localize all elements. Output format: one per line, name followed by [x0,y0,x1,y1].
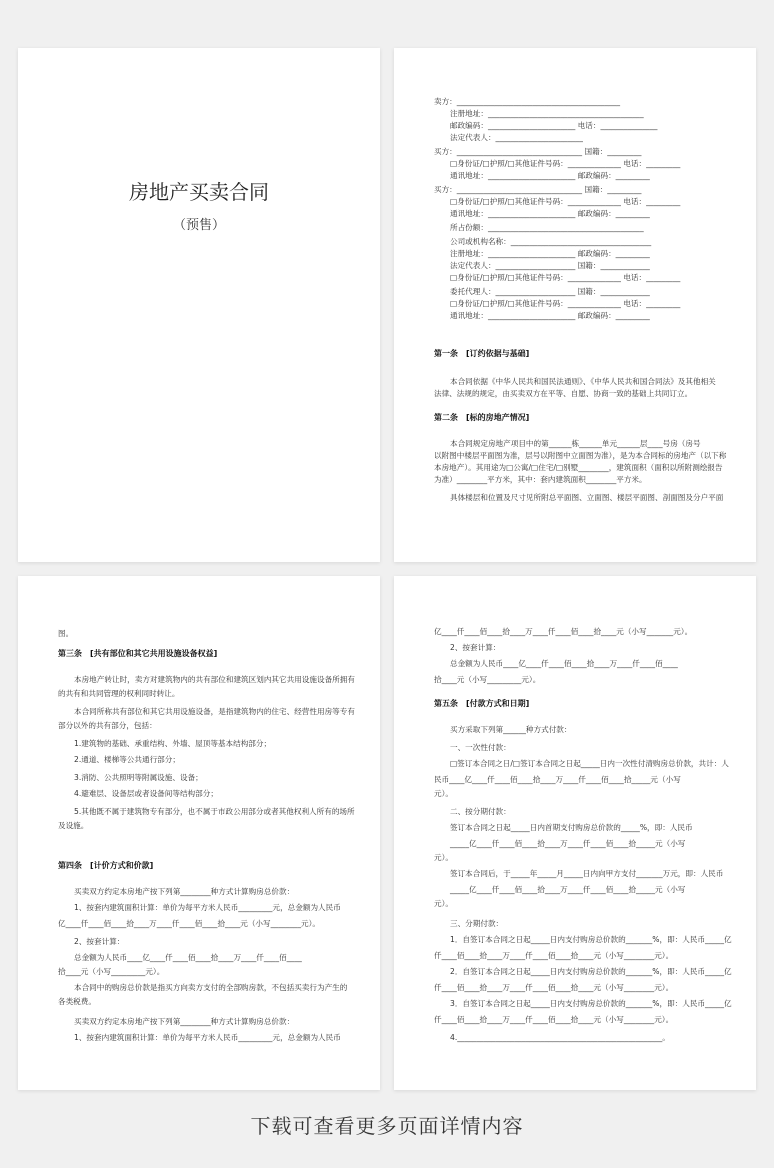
contract-line: 仟____佰____拾____万____仟____佰____拾____元（小写________元）。 [434,983,674,992]
contract-line: □身份证/□护照/□其他证件号码：______________ 电话：_________ [450,299,681,308]
contract-line: 本合同依据《中华人民共和国民法通则》、《中华人民共和国合同法》及其他相关 [450,377,716,386]
contract-line: □身份证/□护照/□其他证件号码：______________ 电话：_________ [450,197,681,206]
contract-line: 一、一次性付款： [450,743,511,752]
contract-line: 注册地址：_________________________________________ [450,109,644,118]
contract-line: 签订本合同之日起_____日内首期支付购房总价款的_____%，即：人民币 [450,823,693,832]
contract-line: 元）。 [434,899,453,908]
contract-line: 拾____元（小写_________元）。 [58,967,165,976]
contract-line: 邮政编码：_______________________ 电话：_______________ [450,121,658,130]
contract-line: 仟____佰____拾____万____仟____佰____拾____元（小写________元）。 [434,951,674,960]
section-heading: 第一条 [订约依据与基础] [434,349,530,358]
contract-line: 拾____元（小写_________元）。 [434,675,541,684]
section-heading: 第四条 [计价方式和价款] [58,861,154,870]
contract-line: 4.避难层、设备层或者设备间等结构部分； [74,789,218,798]
contract-line: 为准）________平方米，其中：套内建筑面积________平方米。 [434,475,647,484]
contract-line: 3.消防、公共照明等附属设施、设备； [74,773,203,782]
contract-line: 2、按套计算： [74,937,125,946]
contract-line: 买方采取下列第______种方式付款： [450,725,572,734]
contract-line: 1、按套内建筑面积计算：单价为每平方米人民币_________元，总金额为人民币 [74,1033,341,1042]
contract-line: 所占份额：_________________________________________ [450,223,644,232]
contract-line: 本合同规定房地产项目中的第______栋______单元______层____号房（房号 [450,439,701,448]
contract-line: 总金额为人民币____亿____仟____佰____拾____万____仟____佰____ [74,953,302,962]
contract-line: □身份证/□护照/□其他证件号码：______________ 电话：_________ [450,273,681,282]
contract-line: 1、按套内建筑面积计算：单价为每平方米人民币_________元，总金额为人民币 [74,903,341,912]
contract-line: 2、按套计算： [450,643,501,652]
contract-line: 部分以外的共有部分，包括： [58,721,157,730]
contract-line: □身份证/□护照/□其他证件号码：______________ 电话：_________ [450,159,681,168]
document-subtitle: （预售） [172,218,225,233]
contract-line: 3．自签订本合同之日起_____日内支付购房总价款的_______%，即：人民币_____亿 [450,999,732,1008]
contract-line: 买方：_________________________________ 国籍：_________ [434,147,642,156]
contract-line: 委托代理人：_____________________ 国籍：_____________ [450,287,650,296]
contract-line: 1.建筑物的基础、承重结构、外墙、屋顶等基本结构部分； [74,739,272,748]
contract-line: 签订本合同后，于_____年_____月_____日内向甲方支付_______万元，即：人民币 [450,869,724,878]
contract-line: 及设施。 [58,821,89,830]
contract-page-2 [394,48,756,562]
contract-line: _____亿____仟____佰____拾____万____仟____佰____拾_____元（小写 [450,885,686,894]
contract-line: 以附图中楼层平面图为准，层号以附图中立面图为准），是为本合同标的房地产（以下称 [434,451,727,460]
contract-line: 亿____仟____佰____拾____万____仟____佰____拾____元（小写_______元）。 [434,627,693,636]
download-hint: 下载可查看更多页面详情内容 [250,1114,524,1138]
contract-line: 图。 [58,629,74,638]
contract-line: 2.通道、楼梯等公共通行部分； [74,755,180,764]
contract-line: 法律、法规的规定，由买卖双方在平等、自愿、协商一致的基础上共同订立。 [434,389,693,398]
contract-line: 各类税费。 [58,997,96,1006]
contract-line: 4.______________________________________________________。 [450,1033,670,1042]
contract-line: 仟____佰____拾____万____仟____佰____拾____元（小写________元）。 [434,1015,674,1024]
contract-line: 总金额为人民币____亿____仟____佰____拾____万____仟____佰____ [450,659,678,668]
contract-line: 元）。 [434,853,453,862]
contract-line: 买方：_________________________________ 国籍：_________ [434,185,642,194]
contract-line: 通讯地址：_______________________ 邮政编码：_________ [450,171,650,180]
section-heading: 第五条 [付款方式和日期] [434,699,530,708]
contract-line: 本合同所称共有部位和其它共用设施设备，是指建筑物内的住宅、经营性用房等专有 [74,707,355,716]
contract-line: 民币____亿____仟____佰____拾____万____仟____佰____拾_____元（小写 [434,775,681,784]
contract-line: 公司或机构名称：_____________________________________ [450,237,652,246]
contract-line: □签订本合同之日/□签订本合同之日起_____日内一次性付清购房总价款，共计：人 [450,759,729,768]
contract-line: 的共有和共同管理的权利同时转让。 [58,689,180,698]
contract-line: 本房地产转让时，卖方对建筑物内的共有部位和建筑区划内其它共用设施设备所拥有 [74,675,355,684]
contract-line: 注册地址：_______________________ 邮政编码：_________ [450,249,650,258]
contract-line: _____亿____仟____佰____拾____万____仟____佰____拾_____元（小写 [450,839,686,848]
document-title: 房地产买卖合同 [129,180,269,204]
contract-line: 5.其他既不属于建筑物专有部分，也不属于市政公用部分或者其他权利人所有的场所 [74,807,355,816]
section-heading: 第二条 [标的房地产情况] [434,413,530,422]
contract-line: 亿____仟____佰____拾____万____仟____佰____拾____元（小写________元）。 [58,919,320,928]
contract-line: 本房地产）。其用途为□公寓/□住宅/□别墅________，建筑面积（面积以所附测绘报告 [434,463,723,472]
contract-line: 法定代表人：_____________________ 国籍：_____________ [450,261,650,270]
contract-line: 本合同中的购房总价款是指买方向卖方支付的全部购房款，不包括买卖行为产生的 [74,983,348,992]
contract-line: 买卖双方约定本房地产按下列第________种方式计算购房总价款： [74,887,295,896]
contract-line: 2．自签订本合同之日起_____日内支付购房总价款的_______%，即：人民币_____亿 [450,967,732,976]
contract-line: 买卖双方约定本房地产按下列第________种方式计算购房总价款： [74,1017,295,1026]
contract-line: 1．自签订本合同之日起_____日内支付购房总价款的_______%，即：人民币_____亿 [450,935,732,944]
contract-line: 法定代表人：_______________________ [450,133,583,142]
contract-line: 通讯地址：_______________________ 邮政编码：_________ [450,209,650,218]
section-heading: 第三条 [共有部位和其它共用设施设备权益] [58,649,218,658]
cover-page [18,48,380,562]
contract-line: 具体楼层和位置及尺寸见所附总平面图、立面图、楼层平面图、剖面图及分户平面 [450,493,724,502]
contract-line: 元）。 [434,789,453,798]
contract-line: 二、按分期付款： [450,807,511,816]
contract-line: 三、分期付款： [450,919,504,928]
contract-page-4 [394,576,756,1090]
contract-line: 卖方：___________________________________________ [434,97,621,106]
contract-line: 通讯地址：_______________________ 邮政编码：_________ [450,311,650,320]
contract-page-3 [18,576,380,1090]
